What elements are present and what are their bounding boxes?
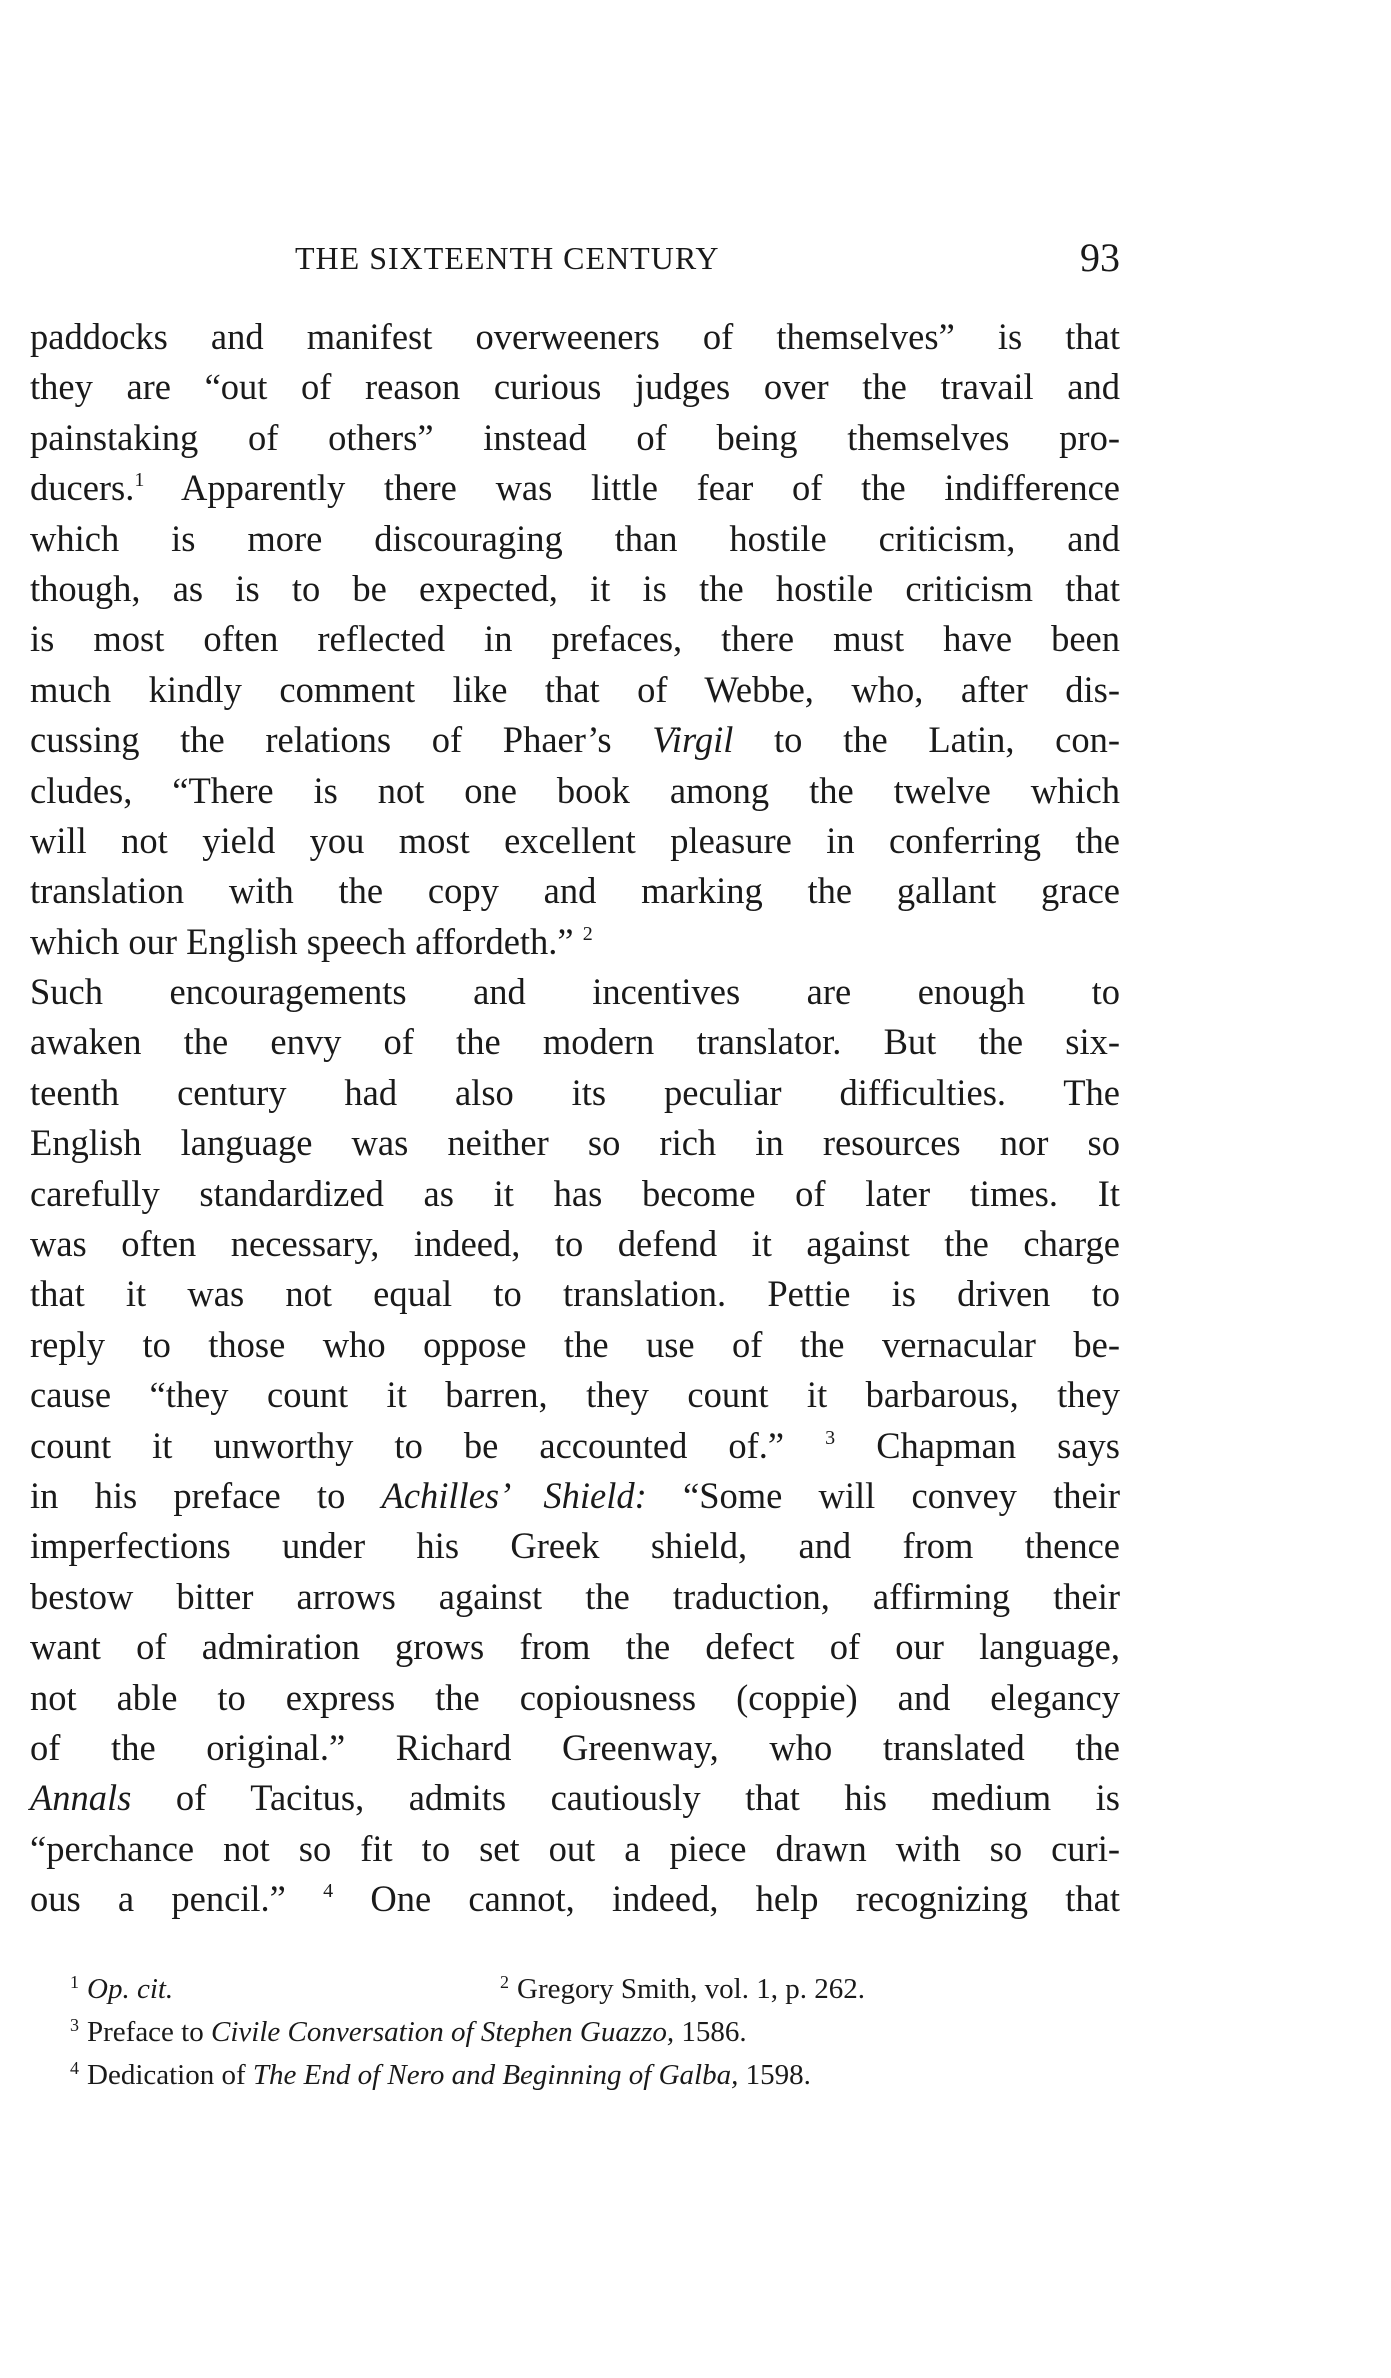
footnote-text: 1586. — [674, 2016, 747, 2048]
running-title: THE SIXTEENTH CENTURY — [295, 240, 720, 276]
body-text — [30, 312, 1120, 1925]
text-line: bestow bitter arrows against the traduction, affirming their — [30, 1575, 1120, 1617]
text-line: Annals of Tacitus, admits cautiously that his medium is — [30, 1777, 1120, 1819]
running-head — [30, 235, 1120, 290]
footnote-ref-3[interactable]: 3 — [825, 1426, 836, 1449]
footnote-title: The End of Nero and Beginning of Galba, — [252, 2059, 739, 2091]
text-line: imperfections under his Greek shield, and from thence — [30, 1525, 1120, 1567]
italic-title: Annals — [30, 1777, 132, 1819]
footnote-text: Preface to — [87, 2016, 211, 2048]
text-line: Such encouragements and incentives are enough to — [30, 971, 1120, 1013]
text-line: which our English speech affordeth.” $^2$ — [30, 920, 593, 962]
footnote-mark: 4 — [70, 2058, 79, 2078]
footnote-mark: 3 — [70, 2015, 79, 2035]
footnote-line — [70, 1968, 1120, 2011]
text-line: that it was not equal to translation. Pettie is driven to — [30, 1273, 1120, 1315]
footnote-title: Civile Conversation of Stephen Guazzo, — [211, 2016, 675, 2048]
text-line: want of admiration grows from the defect of our language, — [30, 1626, 1120, 1668]
footnotes — [70, 1968, 1120, 2097]
text-line: of the original.” Richard Greenway, who translated the — [30, 1726, 1120, 1768]
text-line: will not yield you most excellent pleasure in conferring the — [30, 819, 1120, 861]
text-line: count it unworthy to be accounted of.” $^3$ Chapman says — [30, 1424, 1121, 1466]
footnote-text: 1598. — [738, 2059, 811, 2091]
footnote-mark: 1 — [70, 1972, 79, 1992]
footnote-line — [70, 2011, 1120, 2054]
text-line: which is more discouraging than hostile criticism, and — [30, 517, 1120, 559]
text-line: “perchance not so fit to set out a piece drawn with so curi- — [30, 1827, 1120, 1869]
text-line: though, as is to be expected, it is the hostile criticism that — [30, 567, 1120, 609]
text-line: cussing the relations of Phaer’s Virgil to the Latin, con- — [30, 719, 1120, 761]
text-line: carefully standardized as it has become of later times. It — [30, 1172, 1120, 1214]
footnote-line — [70, 2054, 1120, 2097]
text-line: not able to express the copiousness (coppie) and elegancy — [30, 1676, 1120, 1718]
text-line: is most often reflected in prefaces, there must have been — [30, 618, 1120, 660]
italic-title: Achilles’ Shield: — [381, 1474, 647, 1516]
footnote-text: Op. cit. — [87, 1973, 174, 2005]
footnote-text: Dedication of — [87, 2059, 253, 2091]
text-line: English language was neither so rich in resources nor so — [30, 1122, 1120, 1164]
footnote-mark: 2 — [500, 1972, 509, 1992]
text-line: ous a pencil.” $^4$ One cannot, indeed, help recognizing that — [30, 1878, 1120, 1920]
text-line: translation with the copy and marking the gallant grace — [30, 870, 1120, 912]
page-number: 93 — [1080, 235, 1120, 280]
footnote-2 — [500, 1968, 865, 2011]
text-line: in his preface to Achilles’ Shield: “Some will convey their — [30, 1474, 1120, 1516]
text-line: ducers.$^1$ Apparently there was little fear of the indifference — [30, 467, 1120, 509]
text-line: was often necessary, indeed, to defend it against the charge — [30, 1223, 1120, 1265]
text-line: cludes, “There is not one book among the twelve which — [30, 769, 1120, 811]
text-line: they are “out of reason curious judges over the travail and — [30, 366, 1120, 408]
footnote-ref-2[interactable]: 2 — [582, 922, 593, 945]
text-line: teenth century had also its peculiar difficulties. The — [30, 1071, 1120, 1113]
text-line: paddocks and manifest overweeners of themselves” is that — [30, 316, 1120, 357]
text-line: reply to those who oppose the use of the vernacular be- — [30, 1323, 1120, 1365]
text-line: cause “they count it barren, they count it barbarous, they — [30, 1374, 1120, 1416]
italic-title: Virgil — [652, 719, 734, 761]
footnote-text: Gregory Smith, vol. 1, p. 262. — [517, 1973, 865, 2005]
text-line: awaken the envy of the modern translator. But the six- — [30, 1021, 1120, 1063]
footnote-ref-4[interactable]: 4 — [323, 1880, 334, 1903]
footnote-ref-1[interactable]: 1 — [134, 469, 145, 492]
text-line: painstaking of others” instead of being themselves pro- — [30, 416, 1120, 458]
text-line: much kindly comment like that of Webbe, who, after dis- — [30, 668, 1120, 710]
